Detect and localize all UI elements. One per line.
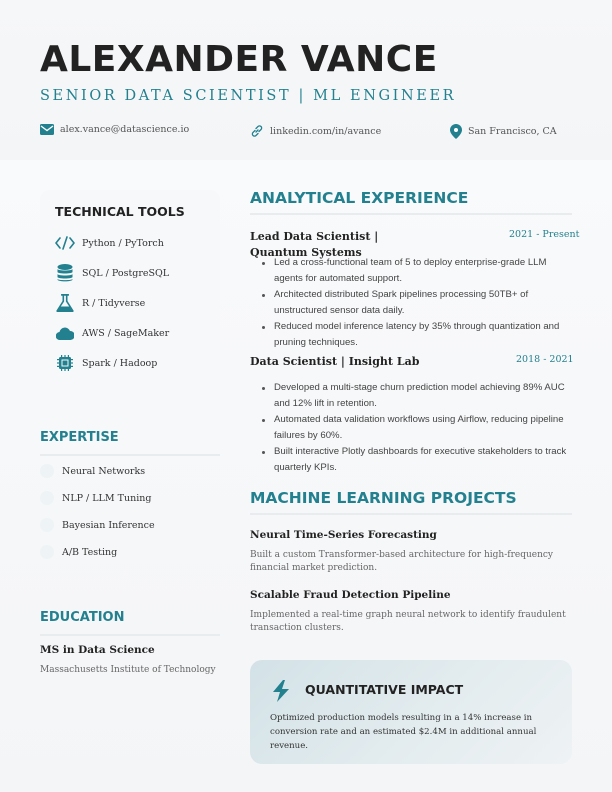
technical-tools-heading: TECHNICAL TOOLS [55, 204, 185, 219]
database-icon [55, 264, 75, 282]
job-company-line: Quantum Systems [250, 246, 362, 259]
tool-label: SQL / PostgreSQL [82, 267, 170, 279]
chip-icon [55, 354, 75, 372]
experience-heading: ANALYTICAL EXPERIENCE [250, 189, 469, 207]
bullet-item: Architected distributed Spark pipelines processing 50TB+ of unstructured sensor data daily. [260, 287, 576, 319]
contact-location [450, 124, 557, 139]
expertise-bullet-icon [40, 464, 54, 478]
tool-item-spark [55, 353, 157, 373]
contact-linkedin[interactable] [250, 124, 381, 138]
expertise-divider [40, 454, 220, 456]
contact-email-text: alex.vance@datascience.io [60, 124, 190, 135]
job-title-line: Lead Data Scientist | [250, 230, 379, 243]
lightning-bolt-icon [270, 680, 292, 702]
project-description-2: Implemented a real-time graph neural network to identify fraudulent transaction clusters. [250, 610, 566, 633]
project-title-1: Neural Time-Series Forecasting [250, 529, 437, 541]
experience-divider [250, 213, 572, 215]
impact-text: Optimized production models resulting in a 14% increase in conversion rate and an estimated $2.4M in additional annual revenue. [270, 713, 537, 751]
contact-location-text: San Francisco, CA [468, 126, 557, 137]
tool-label: Python / PyTorch [82, 237, 164, 249]
tool-label: R / Tidyverse [82, 297, 146, 309]
envelope-icon [40, 124, 54, 135]
quantitative-impact-card [250, 660, 572, 764]
link-icon [250, 124, 264, 138]
job-subtitle: SENIOR DATA SCIENTIST | ML ENGINEER [40, 88, 457, 104]
expertise-label: Neural Networks [62, 465, 146, 477]
tool-item-sql [55, 263, 169, 283]
expertise-item [40, 518, 155, 532]
expertise-heading: EXPERTISE [40, 430, 119, 445]
job-title-2: Data Scientist | Insight Lab [250, 355, 420, 368]
impact-heading: QUANTITATIVE IMPACT [305, 682, 464, 697]
bullet-item: Built interactive Plotly dashboards for executive stakeholders to track quarterly KPIs. [260, 444, 576, 476]
expertise-bullet-icon [40, 545, 54, 559]
tool-item-aws [55, 323, 169, 343]
bullet-item: Reduced model inference latency by 35% through quantization and pruning techniques. [260, 319, 576, 351]
education-divider [40, 634, 220, 636]
expertise-bullet-icon [40, 491, 54, 505]
job-bullets-2 [260, 380, 576, 476]
education-school: Massachusetts Institute of Technology [40, 665, 216, 675]
bullet-item: Developed a multi-stage churn prediction model achieving 89% AUC and 12% lift in retention. [260, 380, 576, 412]
contact-email[interactable] [40, 124, 189, 135]
flask-icon [55, 294, 75, 312]
education-heading: EDUCATION [40, 610, 125, 625]
candidate-name: ALEXANDER VANCE [40, 39, 438, 80]
expertise-item [40, 545, 117, 559]
expertise-label: A/B Testing [62, 546, 118, 558]
tool-item-python [55, 233, 164, 253]
cloud-icon [55, 324, 75, 342]
map-pin-icon [450, 124, 462, 139]
project-description-1: Built a custom Transformer-based architecture for high-frequency financial market prediction. [250, 550, 554, 573]
project-title-2: Scalable Fraud Detection Pipeline [250, 589, 451, 601]
expertise-bullet-icon [40, 518, 54, 532]
technical-tools-card [40, 190, 220, 390]
contact-linkedin-text: linkedin.com/in/avance [270, 125, 382, 137]
expertise-item [40, 491, 151, 505]
projects-divider [250, 513, 572, 515]
job-dates-2: 2018 - 2021 [516, 354, 574, 365]
tool-item-r [55, 293, 145, 313]
expertise-label: Bayesian Inference [62, 519, 155, 531]
resume-header [0, 0, 612, 160]
education-degree: MS in Data Science [40, 644, 155, 656]
expertise-label: NLP / LLM Tuning [62, 492, 152, 504]
code-icon [55, 234, 75, 252]
tool-label: AWS / SageMaker [82, 327, 170, 339]
job-dates-1: 2021 - Present [509, 229, 580, 240]
job-bullets-1 [260, 255, 576, 351]
expertise-item [40, 464, 145, 478]
bullet-item: Led a cross-functional team of 5 to deploy enterprise-grade LLM agents for automated support. [260, 255, 576, 287]
bullet-item: Automated data validation workflows using Airflow, reducing pipeline failures by 60%. [260, 412, 576, 444]
projects-heading: MACHINE LEARNING PROJECTS [250, 489, 517, 507]
tool-label: Spark / Hadoop [82, 357, 158, 369]
